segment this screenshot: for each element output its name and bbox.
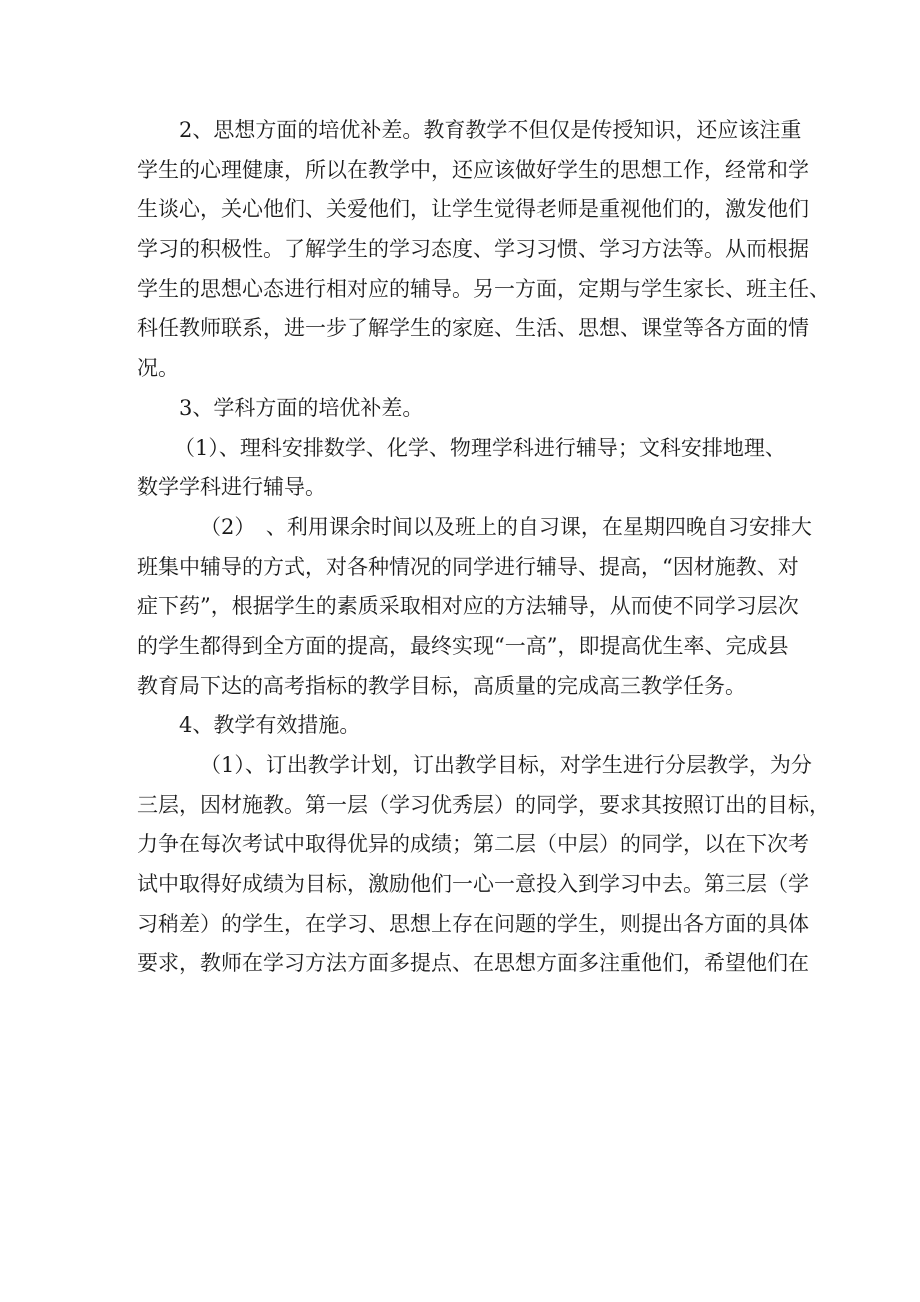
text-line: 4、教学有效措施。: [179, 713, 361, 738]
heading-subject: [137, 389, 816, 429]
paragraph-measures-1: [137, 746, 830, 984]
text-line: （1）、订出教学计划，订出教学目标，对学生进行分层教学，为分: [200, 753, 812, 777]
text-line: 试中取得好成绩为目标，激励他们一心一意投入到学习中去。第三层（学: [137, 872, 809, 897]
text-line: 教育局下达的高考指标的教学目标，高质量的完成高三教学任务。: [137, 673, 746, 698]
text-line: 数学学科进行辅导。: [137, 475, 326, 500]
text-line: 习稍差）的学生，在学习、思想上存在问题的学生，则提出各方面的具体: [137, 911, 809, 936]
text-line: 3、学科方面的培优补差。: [179, 395, 424, 420]
heading-measures: [137, 706, 816, 746]
text-line: 学习的积极性。了解学生的学习态度、学习习惯、学习方法等。从而根据: [137, 237, 809, 262]
text-line: 况。: [137, 356, 179, 381]
paragraph-subject-2: [137, 508, 816, 706]
text-line: 学生的思想心态进行相对应的辅导。另一方面，定期与学生家长、班主任、: [137, 276, 830, 301]
text-line: （1）、理科安排数学、化学、物理学科进行辅导；文科安排地理、: [174, 435, 786, 460]
paragraph-ideology: [137, 111, 830, 389]
text-line: 的学生都得到全方面的提高，最终实现“一高”，即提高优生率、完成县: [137, 633, 789, 658]
text-line: （2） 、利用课余时间以及班上的自习课，在星期四晚自习安排大: [200, 514, 812, 539]
text-line: 科任教师联系，进一步了解学生的家庭、生活、思想、课堂等各方面的情: [137, 316, 809, 341]
text-line: 力争在每次考试中取得优异的成绩；第二层（中层）的同学，以在下次考: [137, 832, 809, 857]
text-line: 三层，因材施教。第一层（学习优秀层）的同学，要求其按照订出的目标，: [137, 792, 830, 817]
text-line: 生谈心，关心他们、关爱他们，让学生觉得老师是重视他们的，激发他们: [137, 197, 809, 222]
text-line: 班集中辅导的方式，对各种情况的同学进行辅导、提高，“因材施教、对: [137, 554, 799, 579]
paragraph-subject-1: [137, 429, 816, 508]
text-line: 要求，教师在学习方法方面多提点、在思想方面多注重他们，希望他们在: [137, 951, 809, 976]
text-line: 学生的心理健康，所以在教学中，还应该做好学生的思想工作，经常和学: [137, 157, 809, 182]
text-line: 2、思想方面的培优补差。教育教学不但仅是传授知识，还应该注重: [179, 118, 802, 142]
text-line: 症下药”，根据学生的素质采取相对应的方法辅导，从而使不同学习层次: [137, 594, 799, 619]
